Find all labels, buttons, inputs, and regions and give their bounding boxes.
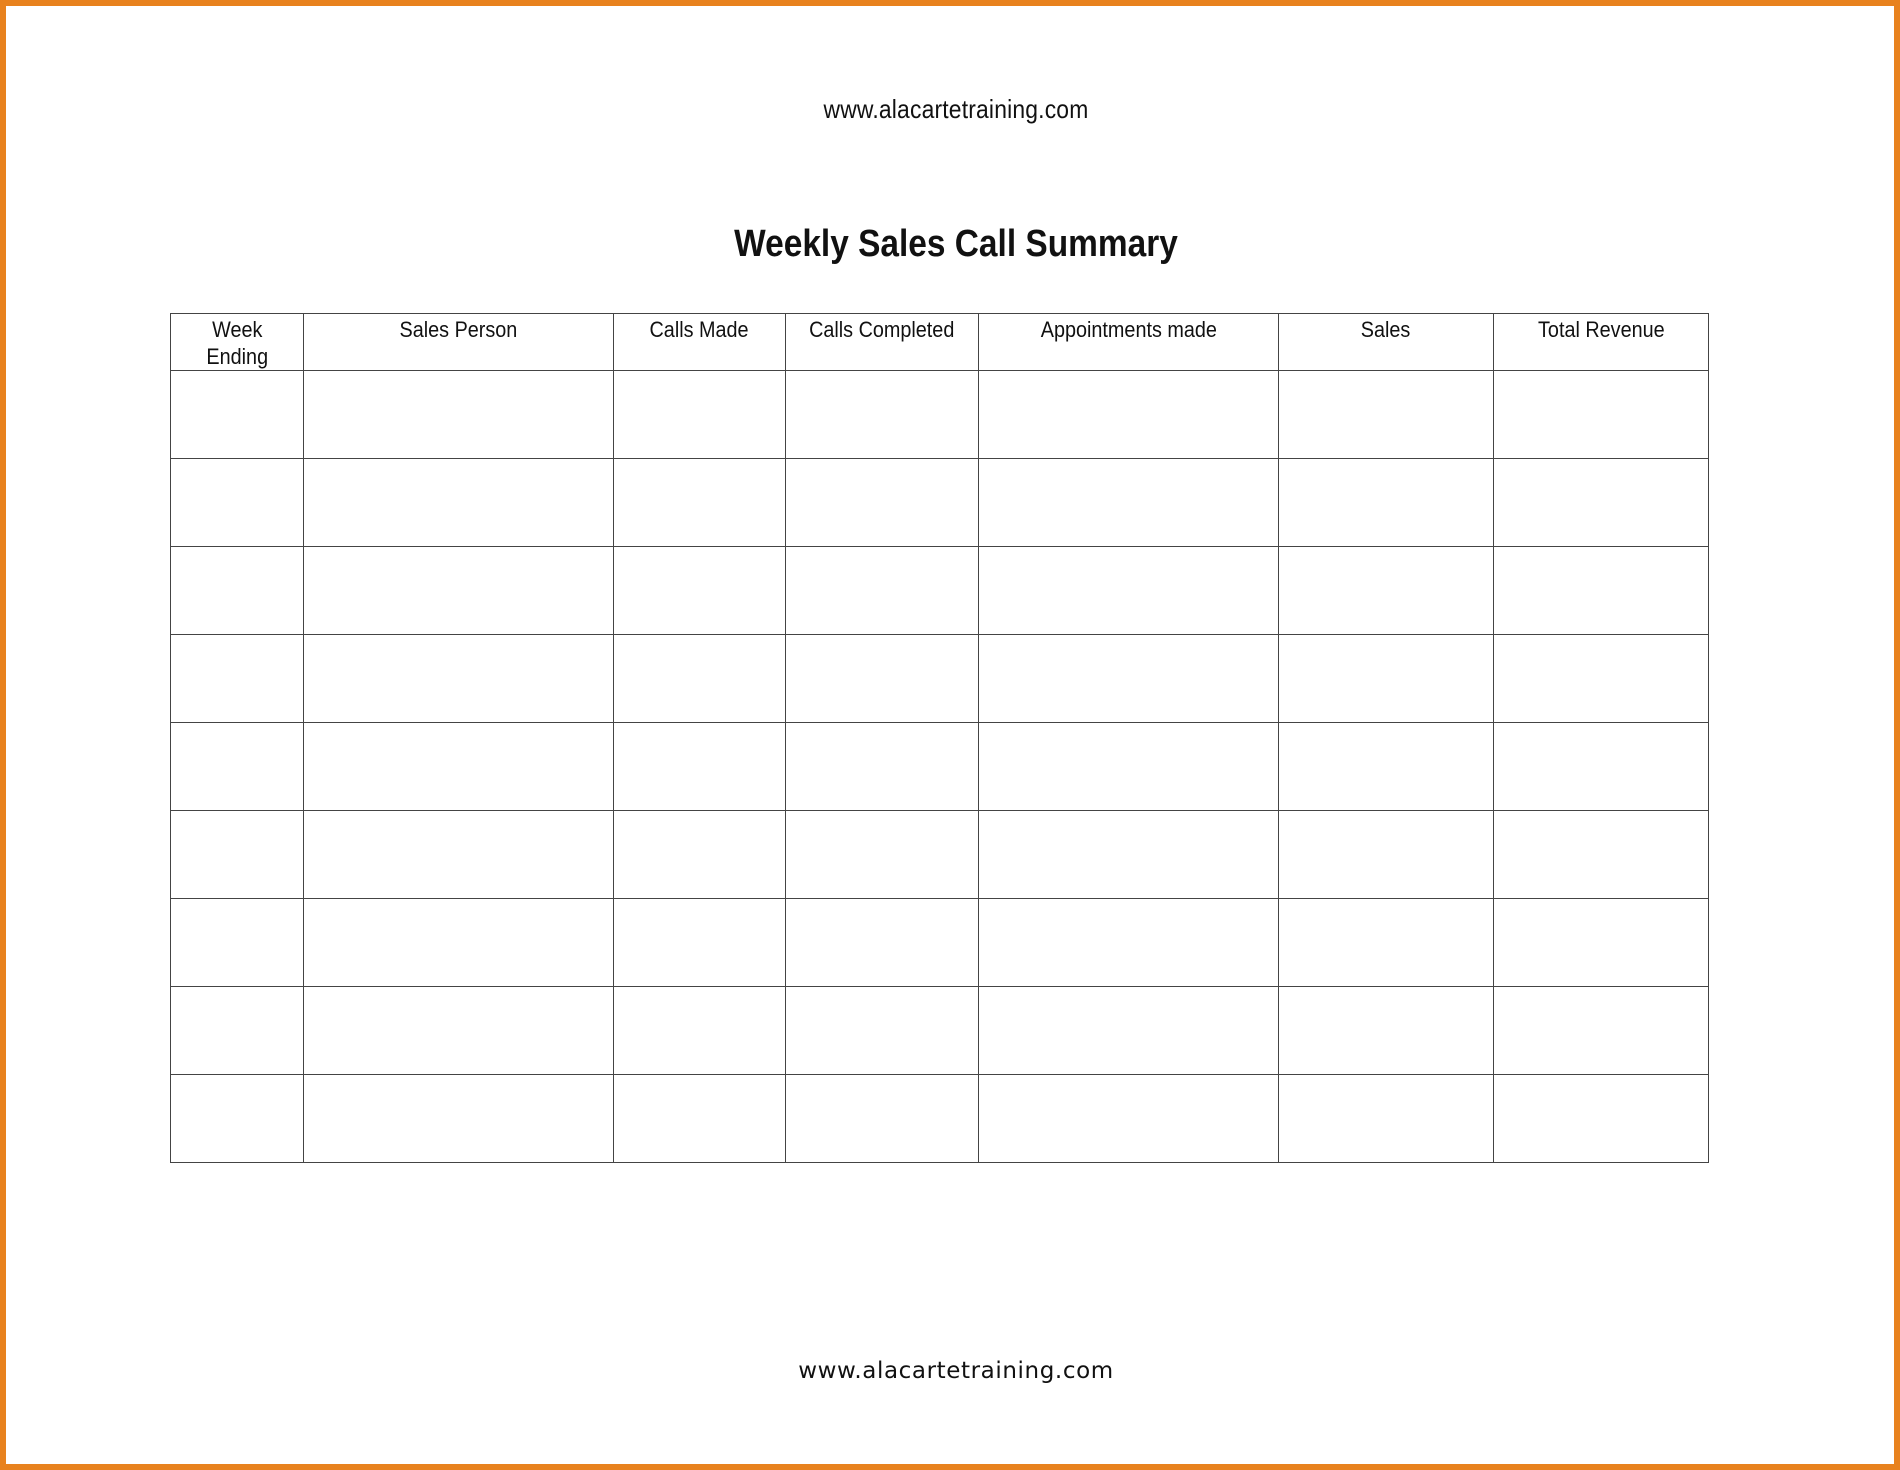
table-cell-appointments-made[interactable] (979, 459, 1279, 547)
table-cell-appointments-made[interactable] (979, 811, 1279, 899)
table-cell-sales[interactable] (1279, 811, 1494, 899)
table-cell-week-ending[interactable] (171, 987, 304, 1075)
table-cell-appointments-made[interactable] (979, 1075, 1279, 1163)
table-cell-total-revenue[interactable] (1494, 899, 1709, 987)
column-header-label: Appointments made (1040, 317, 1217, 342)
col-appointments-made-header (979, 314, 1279, 371)
table-cell-calls-completed[interactable] (786, 987, 979, 1075)
table-cell-calls-completed[interactable] (786, 635, 979, 723)
table-cell-week-ending[interactable] (171, 899, 304, 987)
table-row (171, 1075, 1709, 1163)
table-cell-sales-person[interactable] (304, 1075, 614, 1163)
column-header-label: Sales Person (399, 317, 518, 342)
table-cell-calls-completed[interactable] (786, 1075, 979, 1163)
table-cell-week-ending[interactable] (171, 1075, 304, 1163)
table-cell-sales[interactable] (1279, 899, 1494, 987)
table-cell-sales[interactable] (1279, 723, 1494, 811)
table-row (171, 547, 1709, 635)
col-calls-made-header (614, 314, 786, 371)
table-cell-calls-made[interactable] (614, 371, 786, 459)
table-cell-calls-completed[interactable] (786, 811, 979, 899)
col-week-ending-header (171, 314, 304, 371)
column-header-label: Sales (1361, 317, 1411, 342)
table-cell-sales[interactable] (1279, 635, 1494, 723)
table-cell-calls-made[interactable] (614, 635, 786, 723)
table-cell-total-revenue[interactable] (1494, 723, 1709, 811)
table-row (171, 635, 1709, 723)
column-header-label: Total Revenue (1537, 317, 1665, 342)
table-cell-sales-person[interactable] (304, 899, 614, 987)
table-cell-total-revenue[interactable] (1494, 1075, 1709, 1163)
col-calls-completed-header (786, 314, 979, 371)
table-row (171, 723, 1709, 811)
table-row (171, 987, 1709, 1075)
table-cell-sales-person[interactable] (304, 811, 614, 899)
table-cell-appointments-made[interactable] (979, 547, 1279, 635)
table-cell-sales-person[interactable] (304, 723, 614, 811)
table-cell-appointments-made[interactable] (979, 899, 1279, 987)
table-cell-calls-made[interactable] (614, 811, 786, 899)
table-cell-sales-person[interactable] (304, 987, 614, 1075)
table-cell-calls-made[interactable] (614, 459, 786, 547)
table-cell-week-ending[interactable] (171, 635, 304, 723)
sales-call-table (170, 313, 1709, 1163)
table-cell-calls-made[interactable] (614, 987, 786, 1075)
table-cell-calls-completed[interactable] (786, 547, 979, 635)
table-cell-total-revenue[interactable] (1494, 987, 1709, 1075)
table-cell-sales-person[interactable] (304, 635, 614, 723)
table-cell-sales[interactable] (1279, 987, 1494, 1075)
table-cell-total-revenue[interactable] (1494, 371, 1709, 459)
col-total-revenue-header (1494, 314, 1709, 371)
column-header-label: Calls Completed (809, 317, 955, 342)
table-row (171, 371, 1709, 459)
column-header-label: Calls Made (649, 317, 750, 342)
table-cell-calls-made[interactable] (614, 547, 786, 635)
table-row (171, 899, 1709, 987)
table-cell-calls-completed[interactable] (786, 723, 979, 811)
table-cell-sales-person[interactable] (304, 371, 614, 459)
table-cell-week-ending[interactable] (171, 459, 304, 547)
table-cell-calls-completed[interactable] (786, 459, 979, 547)
table-row (171, 459, 1709, 547)
column-header-label: Week Ending (206, 317, 268, 369)
table-cell-total-revenue[interactable] (1494, 459, 1709, 547)
table-cell-sales[interactable] (1279, 371, 1494, 459)
table-cell-total-revenue[interactable] (1494, 811, 1709, 899)
table-cell-calls-completed[interactable] (786, 899, 979, 987)
table-cell-calls-made[interactable] (614, 899, 786, 987)
table-cell-appointments-made[interactable] (979, 371, 1279, 459)
table-cell-sales[interactable] (1279, 1075, 1494, 1163)
col-sales-person-header (304, 314, 614, 371)
header-url: www.alacartetraining.com (823, 94, 1089, 124)
table-cell-sales-person[interactable] (304, 547, 614, 635)
table-cell-total-revenue[interactable] (1494, 635, 1709, 723)
page-title: Weekly Sales Call Summary (734, 223, 1178, 265)
table-cell-week-ending[interactable] (171, 547, 304, 635)
table-cell-calls-completed[interactable] (786, 371, 979, 459)
table-cell-sales[interactable] (1279, 459, 1494, 547)
table-cell-calls-made[interactable] (614, 1075, 786, 1163)
table-cell-sales[interactable] (1279, 547, 1494, 635)
table-row (171, 811, 1709, 899)
table-header-row (171, 314, 1709, 371)
table-body (171, 371, 1709, 1163)
table-cell-week-ending[interactable] (171, 723, 304, 811)
table-cell-week-ending[interactable] (171, 371, 304, 459)
table-cell-appointments-made[interactable] (979, 723, 1279, 811)
table-cell-appointments-made[interactable] (979, 987, 1279, 1075)
table-cell-calls-made[interactable] (614, 723, 786, 811)
table-cell-week-ending[interactable] (171, 811, 304, 899)
footer-url: www.alacartetraining.com (798, 1358, 1114, 1384)
table-cell-sales-person[interactable] (304, 459, 614, 547)
table-cell-total-revenue[interactable] (1494, 547, 1709, 635)
table-cell-appointments-made[interactable] (979, 635, 1279, 723)
col-sales-header (1279, 314, 1494, 371)
